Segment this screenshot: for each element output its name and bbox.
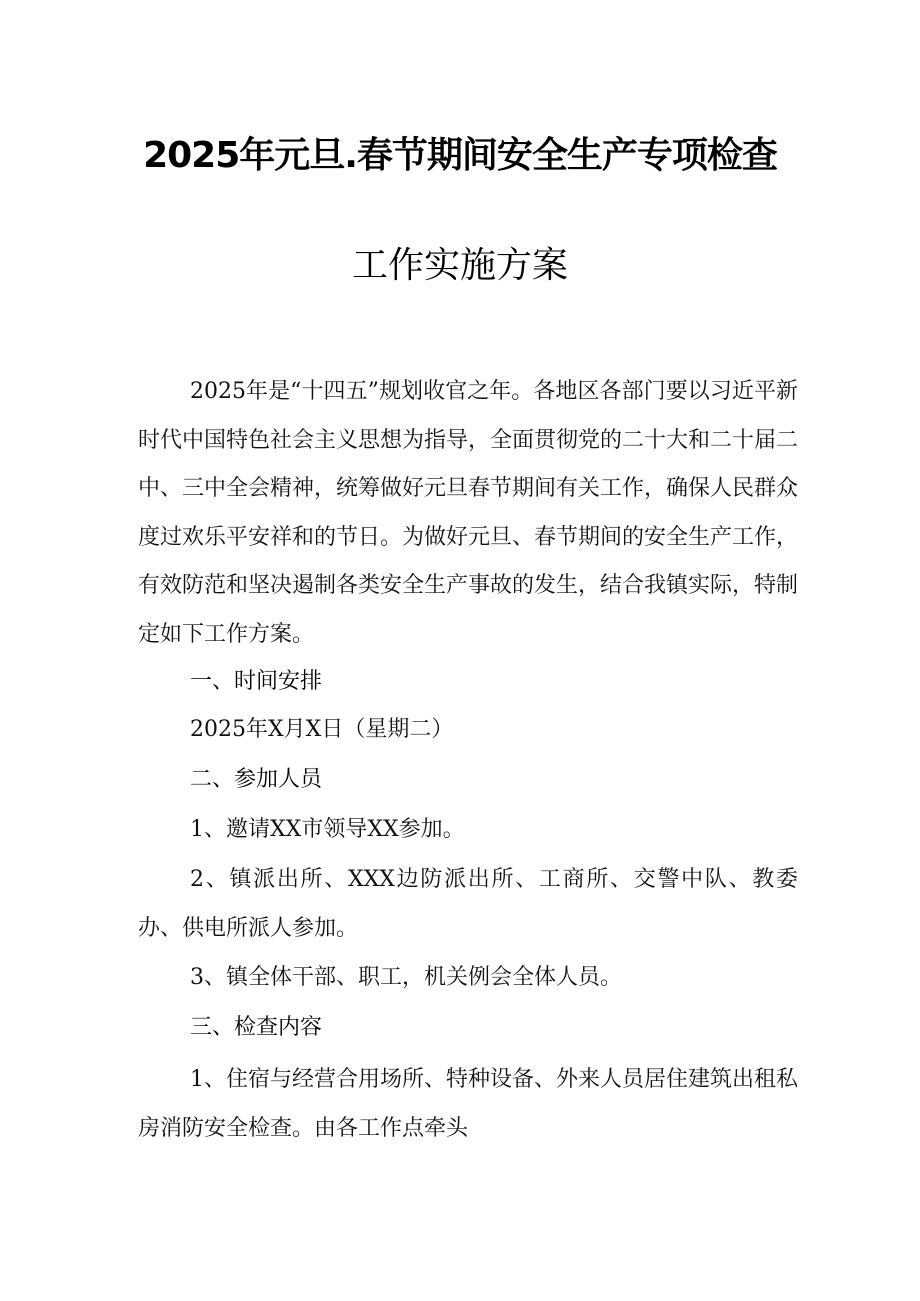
intro-paragraph: 2025年是“十四五”规划收官之年。各地区各部门要以习近平新时代中国特色社会主义思想为指导，全面贯彻党的二十大和二十届二中、三中全会精神，统筹做好元旦春节期间有关工作，确保人民群众度过欢乐平安祥和的节日。为做好元旦、春节期间的安全生产工作，有效防范和坚决遏制各类安全生产事故的发生，结合我镇实际，特制定如下工作方案。 <box>138 379 799 647</box>
schedule-date: 2025年X月X日（星期二） <box>190 717 454 742</box>
document-title-line-1: 2025年元旦.春节期间安全生产专项检查 <box>143 135 777 176</box>
document-title-line-2: 工作实施方案 <box>351 245 568 286</box>
participants-item-3: 3、镇全体干部、职工，机关例会全体人员。 <box>190 965 622 990</box>
section-heading-schedule: 一、时间安排 <box>190 669 323 694</box>
participants-item-1: 1、邀请XX市领导XX参加。 <box>190 817 465 842</box>
inspection-item-1: 1、住宿与经营合用场所、特种设备、外来人员居住建筑出租私房消防安全检查。由各工作点牵头 <box>138 1067 798 1141</box>
participants-item-2: 2、镇派出所、XXX边防派出所、工商所、交警中队、教委办、供电所派人参加。 <box>138 867 798 941</box>
section-heading-inspection: 三、检查内容 <box>190 1015 323 1040</box>
section-heading-participants: 二、参加人员 <box>190 767 323 792</box>
